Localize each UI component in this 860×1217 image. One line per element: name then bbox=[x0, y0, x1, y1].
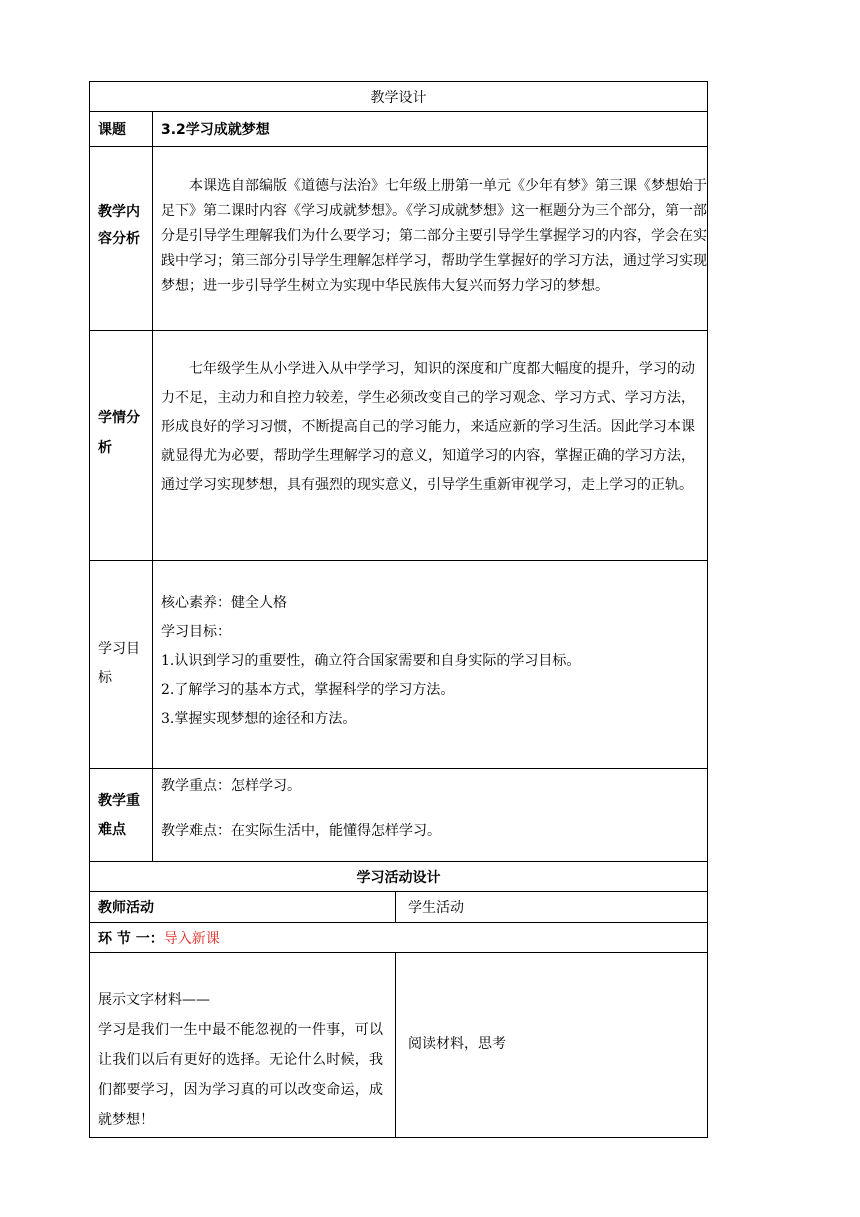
topic-label: 课题 bbox=[90, 112, 153, 147]
content-analysis-label: 教学内容分析 bbox=[90, 147, 153, 331]
student-activity-header: 学生活动 bbox=[396, 892, 708, 923]
key-point: 教学重点：怎样学习。 bbox=[161, 778, 301, 794]
stage-prefix: 环 节 一： bbox=[98, 930, 164, 947]
activity-design-row bbox=[90, 862, 708, 892]
goal-item: 2.了解学习的基本方式，掌握科学的学习方法。 bbox=[161, 682, 455, 698]
objectives-label: 学习目标 bbox=[90, 561, 153, 769]
goal-item: 1.认识到学习的重要性，确立符合国家需要和自身实际的学习目标。 bbox=[161, 653, 581, 669]
difficult-point: 教学难点：在实际生活中，能懂得怎样学习。 bbox=[161, 823, 441, 839]
activity-header-row bbox=[90, 892, 708, 923]
lesson-plan-table bbox=[89, 81, 708, 1138]
teacher-intro: 展示文字材料—— bbox=[98, 992, 210, 1008]
activity-design-title: 学习活动设计 bbox=[90, 862, 708, 892]
key-points-row bbox=[90, 769, 708, 862]
objectives-row bbox=[90, 561, 708, 769]
student-response: 阅读材料，思考 bbox=[396, 953, 708, 1138]
teacher-activity-header: 教师活动 bbox=[90, 892, 396, 923]
table-title-row bbox=[90, 82, 708, 112]
key-points-label: 教学重难点 bbox=[90, 769, 153, 862]
goals-heading: 学习目标： bbox=[161, 624, 231, 640]
learner-analysis-text: 七年级学生从小学进入从中学学习，知识的深度和广度都大幅度的提升，学习的动力不足，主动力和自控力较差，学生必须改变自己的学习观念、学习方式、学习方法，形成良好的学习习惯，不断提高自己的学习能力，来适应新的学习生活。因此学习本课就显得尤为必要，帮助学生理解学习的意义，知道学习的内容，掌握正确的学习方法，通过学习实现梦想，具有强烈的现实意义，引导学生重新审视学习，走上学习的正轨。 bbox=[161, 361, 695, 493]
teacher-material: 学习是我们一生中最不能忽视的一件事，可以让我们以后有更好的选择。无论什么时候，我们都要学习，因为学习真的可以改变命运，成就梦想！ bbox=[98, 1022, 383, 1128]
goal-item: 3.掌握实现梦想的途径和方法。 bbox=[161, 711, 357, 727]
stage-name: 导入新课 bbox=[163, 930, 220, 947]
learner-analysis-row bbox=[90, 331, 708, 561]
stage-row bbox=[90, 923, 708, 953]
core-literacy: 核心素养：健全人格 bbox=[161, 595, 287, 611]
table-title: 教学设计 bbox=[90, 82, 708, 112]
learner-analysis-label: 学情分析 bbox=[90, 331, 153, 561]
content-analysis-row bbox=[90, 147, 708, 331]
topic-value: 3.2学习成就梦想 bbox=[153, 112, 708, 147]
topic-row bbox=[90, 112, 708, 147]
content-analysis-text: 本课选自部编版《道德与法治》七年级上册第一单元《少年有梦》第三课《梦想始于足下》第二课时内容《学习成就梦想》。《学习成就梦想》这一框题分为三个部分，第一部分是引导学生理解我们为什么要学习；第二部分主要引导学生掌握学习的内容，学会在实践中学习；第三部分引导学生理解怎样学习，帮助学生掌握好的学习方法，通过学习实现梦想；进一步引导学生树立为实现中华民族伟大复兴而努力学习的梦想。 bbox=[161, 178, 707, 294]
activity-content-row bbox=[90, 953, 708, 1138]
